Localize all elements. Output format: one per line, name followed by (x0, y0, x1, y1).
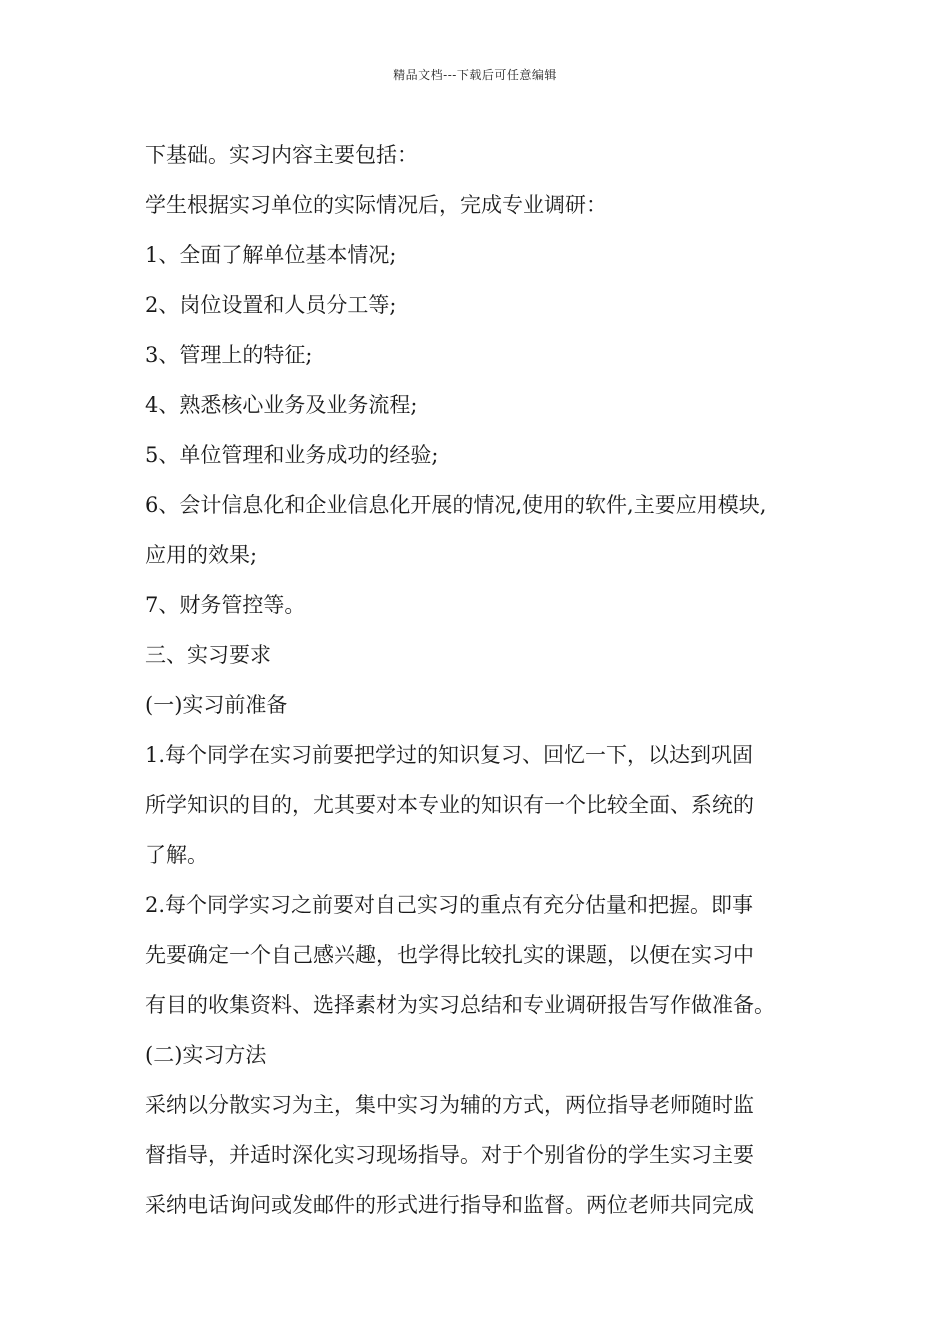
document-body (145, 130, 825, 1230)
list-item: 2、岗位设置和人员分工等; (145, 293, 397, 317)
text-line: 了解。 (145, 843, 208, 867)
list-item: 1、全面了解单位基本情况; (145, 243, 397, 267)
text-line: 2.每个同学实习之前要对自己实习的重点有充分估量和把握。即事 (145, 893, 754, 917)
list-item: 7、财务管控等。 (145, 593, 306, 617)
list-item: 6、会计信息化和企业信息化开展的情况,使用的软件,主要应用模块, (145, 493, 767, 517)
text-line: 采纳以分散实习为主，集中实习为辅的方式，两位指导老师随时监 (145, 1093, 754, 1117)
text-line: 学生根据实习单位的实际情况后，完成专业调研： (145, 193, 607, 217)
page-header: 精品文档---下载后可任意编辑 (393, 68, 557, 82)
text-line: 有目的收集资料、选择素材为实习总结和专业调研报告写作做准备。 (145, 993, 775, 1017)
text-line: 先要确定一个自己感兴趣，也学得比较扎实的课题，以便在实习中 (145, 943, 754, 967)
text-line: 1.每个同学在实习前要把学过的知识复习、回忆一下，以达到巩固 (145, 743, 754, 767)
list-item: 5、单位管理和业务成功的经验; (145, 443, 439, 467)
subsection-heading: (二)实习方法 (145, 1043, 267, 1067)
list-item: 3、管理上的特征; (145, 343, 313, 367)
text-line: 应用的效果; (145, 543, 258, 567)
list-item: 4、熟悉核心业务及业务流程; (145, 393, 418, 417)
section-heading: 三、实习要求 (145, 643, 271, 667)
text-line: 下基础。实习内容主要包括： (145, 143, 418, 167)
subsection-heading: (一)实习前准备 (145, 693, 288, 717)
text-line: 督指导，并适时深化实习现场指导。对于个别省份的学生实习主要 (145, 1143, 754, 1167)
text-line: 采纳电话询问或发邮件的形式进行指导和监督。两位老师共同完成 (145, 1193, 754, 1217)
text-line: 所学知识的目的，尤其要对本专业的知识有一个比较全面、系统的 (145, 793, 754, 817)
